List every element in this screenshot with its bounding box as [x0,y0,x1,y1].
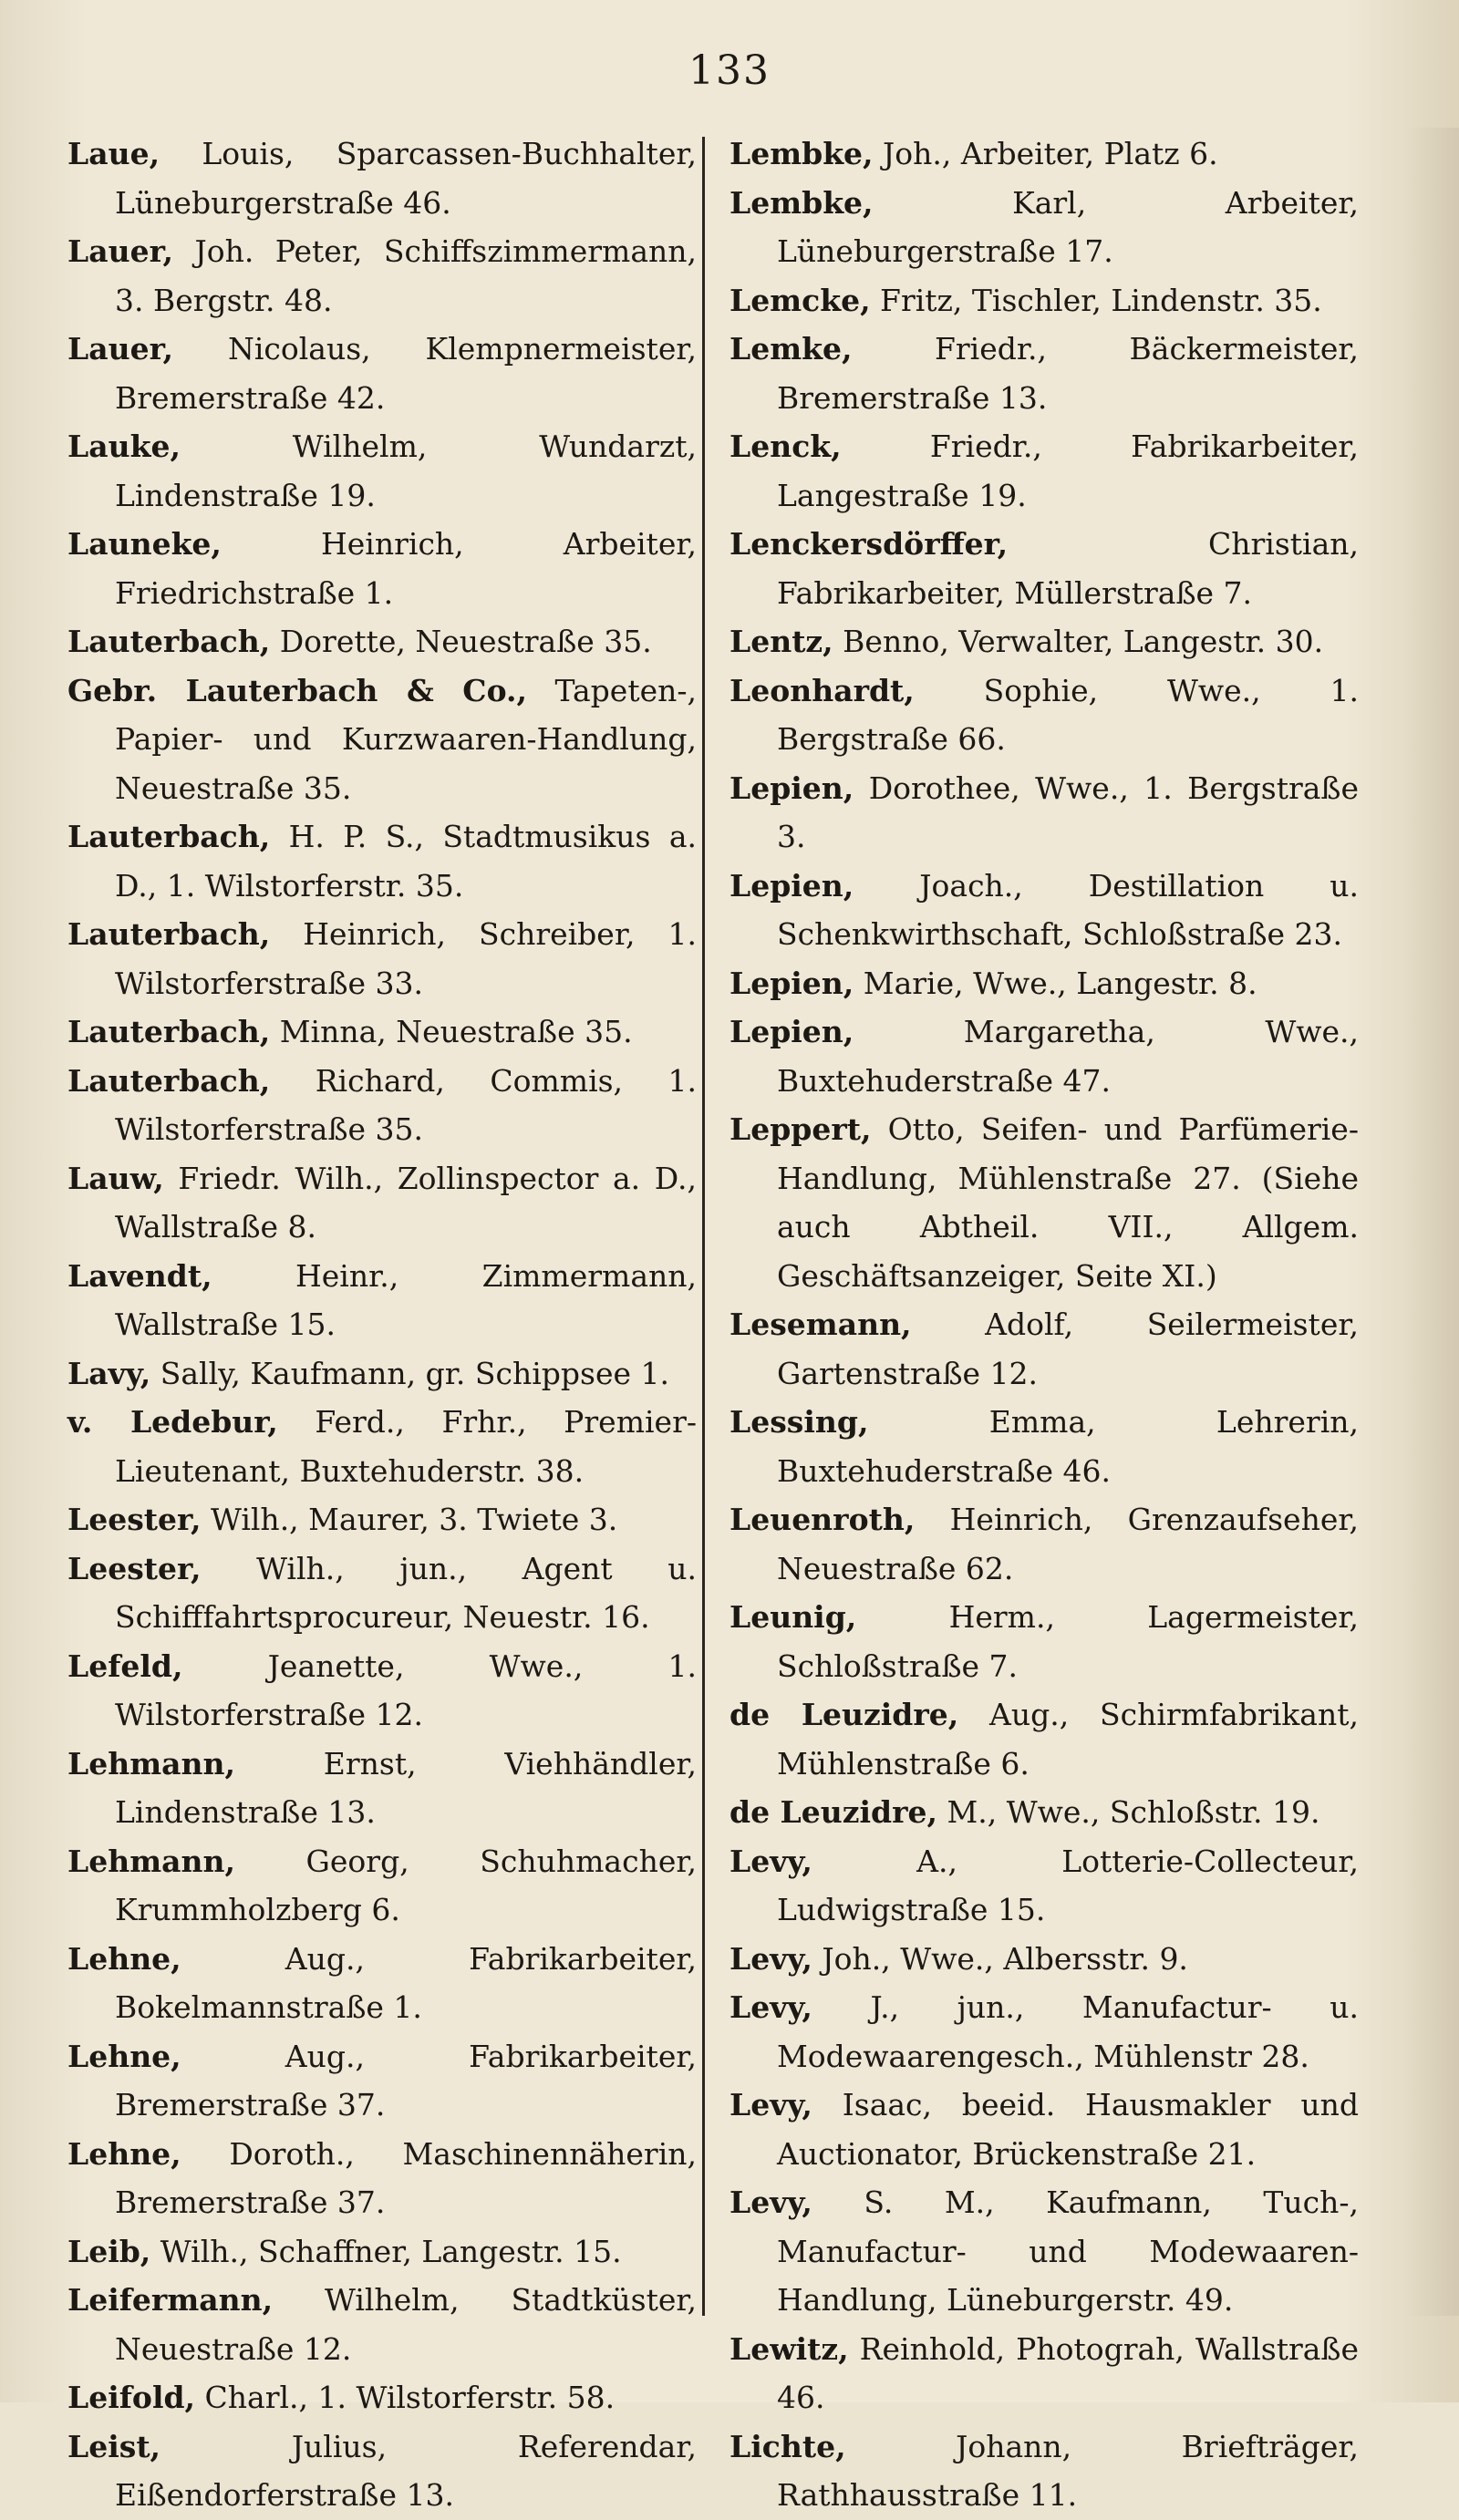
entry-name: Lenck, [730,429,842,464]
directory-entry [67,1154,697,1252]
directory-entry [730,422,1359,520]
directory-entry [67,617,697,666]
directory-entry [67,666,697,813]
directory-entry [730,2325,1359,2422]
entry-details: Louis, Sparcassen-Buchhalter, Lüneburgerstraße 46. [115,136,697,221]
directory-entry [730,764,1359,862]
entry-name: Leib, [67,2233,151,2269]
entry-details: Nicolaus, Klempnermeister, Bremerstraße 42. [115,331,697,416]
entry-details: Minna, Neuestraße 35. [270,1014,633,1049]
entry-name: Lavy, [67,1355,151,1391]
directory-entry [67,1057,697,1154]
entry-details: Jeanette, Wwe., 1. Wilstorferstraße 12. [115,1647,697,1732]
directory-entry [67,325,697,422]
entry-name: Lesemann, [730,1306,912,1342]
entry-name: Lehmann, [67,1745,235,1782]
bleed-through-shadow [1404,128,1459,2316]
directory-entry [67,422,697,520]
entry-name: Lenckersdörffer, [730,526,1009,562]
entry-details: Aug., Fabrikarbeiter, Bokelmannstraße 1. [115,1940,697,2025]
entry-name: Lauw, [67,1160,164,1196]
entry-name: Leifold, [67,2380,196,2415]
entry-name: Lauke, [67,429,181,464]
entry-details: Richard, Commis, 1. Wilstorferstraße 35. [115,1062,697,1147]
directory-entry [730,179,1359,276]
entry-details: M., Wwe., Schloßstr. 19. [936,1794,1320,1830]
entry-name: Lauterbach, [67,1014,271,1049]
entry-name: Lehne, [67,1940,181,1977]
directory-entry [730,520,1359,617]
entry-name: Leester, [67,1502,202,1537]
entry-name: Lembke, [730,184,874,221]
directory-entry [67,910,697,1007]
page-number: 133 [688,47,771,94]
entry-name: de Leuzidre, [730,1794,937,1830]
entry-name: Lentz, [730,624,833,659]
entry-details: Benno, Verwalter, Langestr. 30. [833,624,1324,659]
entry-details: Friedr., Fabrikarbeiter, Langestraße 19. [777,429,1359,513]
entry-name: Levy, [730,1989,812,2025]
entry-name: Levy, [730,1843,812,1879]
directory-entry [730,1935,1359,1984]
entry-name: Lembke, [730,136,874,171]
entry-details: Wilhelm, Stadtküster, Neuestraße 12. [115,2282,697,2367]
entry-details: Wilh., Maurer, 3. Twiete 3. [201,1502,618,1537]
directory-entry [67,2032,697,2130]
entry-name: Leist, [67,2428,161,2464]
entry-name: Lehmann, [67,1843,235,1879]
entry-details: Wilh., jun., Agent u. Schifffahrtsprocureur, Neuestr. 16. [115,1550,697,1635]
directory-entry [730,1837,1359,1935]
entry-details: H. P. S., Stadtmusikus a. D., 1. Wilstorferstr. 35. [115,819,697,904]
directory-entry [730,2178,1359,2325]
directory-entry [730,276,1359,325]
entry-name: Lepien, [730,867,854,904]
directory-entry [730,2422,1359,2520]
entry-name: Leppert, [730,1111,872,1147]
directory-entry [730,1398,1359,1495]
directory-entry [67,227,697,325]
entry-details: J., jun., Manufactur- u. Modewaarengesch., Mühlenstr 28. [777,1989,1359,2074]
entry-details: Herm., Lagermeister, Schloßstraße 7. [777,1599,1359,1684]
entry-details: Joh. Peter, Schiffszimmermann, 3. Bergstr. 48. [115,233,697,318]
entry-name: Levy, [730,2087,812,2122]
entry-name: Lepien, [730,1014,854,1049]
entry-name: Lepien, [730,965,854,1001]
entry-name: Leuenroth, [730,1502,916,1537]
entry-details: Joh., Arbeiter, Platz 6. [873,136,1218,171]
entry-name: Lessing, [730,1404,869,1440]
entry-details: Heinrich, Grenzaufseher, Neuestraße 62. [777,1502,1359,1586]
entry-name: Leonhardt, [730,672,915,708]
directory-entry [730,1495,1359,1593]
directory-entry [67,1495,697,1544]
directory-entry [67,2373,697,2422]
directory-entry [730,325,1359,422]
directory-entry [67,2276,697,2373]
left-column [67,129,697,2520]
entry-name: Leifermann, [67,2282,274,2318]
directory-entry [730,2081,1359,2178]
entry-details: Georg, Schuhmacher, Krummholzberg 6. [115,1843,697,1927]
entry-details: Heinrich, Schreiber, 1. Wilstorferstraße 33. [115,916,697,1001]
entry-details: Dorette, Neuestraße 35. [270,624,652,659]
entry-name: Lauterbach, [67,916,271,952]
directory-entry [730,617,1359,666]
entry-name: Lehne, [67,2038,181,2074]
entry-details: Wilh., Schaffner, Langestr. 15. [150,2233,622,2269]
entry-details: Ernst, Viehhändler, Lindenstraße 13. [115,1745,697,1830]
entry-name: Lemke, [730,331,853,367]
entry-name: Gebr. Lauterbach & Co., [67,672,527,708]
directory-entry [67,812,697,910]
directory-entry [67,1935,697,2032]
entry-details: Sally, Kaufmann, gr. Schippsee 1. [150,1355,669,1391]
directory-entry [67,129,697,227]
entry-details: Fritz, Tischler, Lindenstr. 35. [870,282,1322,318]
entry-name: Lemcke, [730,282,871,318]
entry-details: Christian, Fabrikarbeiter, Müllerstraße 7. [777,526,1359,611]
entry-name: Lauterbach, [67,819,271,854]
entry-name: Lauterbach, [67,624,271,659]
entry-name: Laue, [67,136,160,171]
entry-details: Wilhelm, Wundarzt, Lindenstraße 19. [115,429,697,513]
entry-details: Aug., Schirmfabrikant, Mühlenstraße 6. [777,1697,1359,1782]
directory-entry [67,1642,697,1740]
entry-details: Reinhold, Photograh, Wallstraße 46. [777,2330,1359,2415]
directory-entry [730,1007,1359,1105]
entry-name: Lavendt, [67,1257,212,1294]
directory-entry [730,1593,1359,1690]
entry-details: Joach., Destillation u. Schenkwirthschaft, Schloßstraße 23. [777,867,1359,952]
entry-details: Margaretha, Wwe., Buxtehuderstraße 47. [777,1014,1359,1099]
directory-entry [730,1983,1359,2081]
entry-details: Charl., 1. Wilstorferstr. 58. [195,2380,616,2415]
directory-entry [67,2227,697,2277]
entry-name: Lehne, [67,2135,181,2172]
directory-entry [67,2422,697,2520]
directory-entry [730,1690,1359,1788]
directory-entry [67,1740,697,1837]
right-column [730,129,1359,2520]
entry-details: Dorothee, Wwe., 1. Bergstraße 3. [777,769,1359,854]
entry-name: Lauterbach, [67,1062,271,1099]
entry-details: Johann, Briefträger, Rathhausstraße 11. [777,2428,1359,2513]
entry-name: Lewitz, [730,2330,849,2367]
entry-name: Launeke, [67,526,222,562]
directory-entry [67,1398,697,1495]
entry-details: Sophie, Wwe., 1. Bergstraße 66. [777,672,1359,757]
entry-details: Tapeten-, Papier- und Kurzwaaren-Handlung, Neuestraße 35. [115,672,698,806]
directory-entry [67,1837,697,1935]
entry-details: Joh., Wwe., Albersstr. 9. [812,1940,1188,1977]
entry-details: Otto, Seifen- und Parfümerie-Handlung, Mühlenstraße 27. (Siehe auch Abtheil. VII., Allgem. Geschäftsanzeiger, Seite XI.) [777,1111,1359,1294]
directory-entry [730,1105,1359,1300]
directory-entry [730,129,1359,179]
entry-name: Leunig, [730,1599,857,1635]
entry-details: Doroth., Maschinennäherin, Bremerstraße 37. [115,2135,697,2220]
entry-details: Heinrich, Arbeiter, Friedrichstraße 1. [115,526,697,611]
entry-name: v. Ledebur, [67,1404,278,1440]
entry-details: Friedr. Wilh., Zollinspector a. D., Wallstraße 8. [115,1160,697,1245]
entry-details: Heinr., Zimmermann, Wallstraße 15. [115,1257,697,1342]
entry-details: Aug., Fabrikarbeiter, Bremerstraße 37. [115,2038,697,2122]
directory-entry [67,1349,697,1399]
directory-entry [67,520,697,617]
directory-entry [67,1544,697,1642]
directory-entry [730,666,1359,764]
column-divider [702,137,705,2316]
entry-name: Levy, [730,2184,812,2220]
directory-entry [67,2130,697,2227]
entry-details: Julius, Referendar, Eißendorferstraße 13. [115,2428,697,2513]
entry-name: Lichte, [730,2428,846,2464]
entry-details: Karl, Arbeiter, Lüneburgerstraße 17. [777,184,1359,269]
directory-entry [730,862,1359,959]
directory-entry [730,1300,1359,1398]
entry-details: Emma, Lehrerin, Buxtehuderstraße 46. [777,1404,1359,1489]
entry-details: Adolf, Seilermeister, Gartenstraße 12. [777,1306,1359,1391]
directory-entry [730,959,1359,1008]
entry-details: A., Lotterie-Collecteur, Ludwigstraße 15. [777,1843,1359,1927]
entry-name: Lepien, [730,769,854,806]
directory-entry [67,1252,697,1349]
entry-details: Friedr., Bäckermeister, Bremerstraße 13. [777,331,1359,416]
entry-name: Levy, [730,1940,812,1977]
directory-entry [67,1007,697,1057]
entry-details: Ferd., Frhr., Premier-Lieutenant, Buxtehuderstr. 38. [115,1404,697,1489]
entry-name: Lauer, [67,233,174,269]
entry-name: de Leuzidre, [730,1697,959,1732]
entry-details: Isaac, beeid. Hausmakler und Auctionator, Brückenstraße 21. [777,2087,1359,2172]
entry-details: S. M., Kaufmann, Tuch-, Manufactur- und Modewaaren-Handlung, Lüneburgerstr. 49. [777,2184,1359,2318]
directory-entry [730,1788,1359,1837]
entry-name: Lefeld, [67,1647,183,1684]
entry-name: Lauer, [67,331,174,367]
entry-name: Leester, [67,1550,202,1586]
entry-details: Marie, Wwe., Langestr. 8. [854,965,1257,1001]
